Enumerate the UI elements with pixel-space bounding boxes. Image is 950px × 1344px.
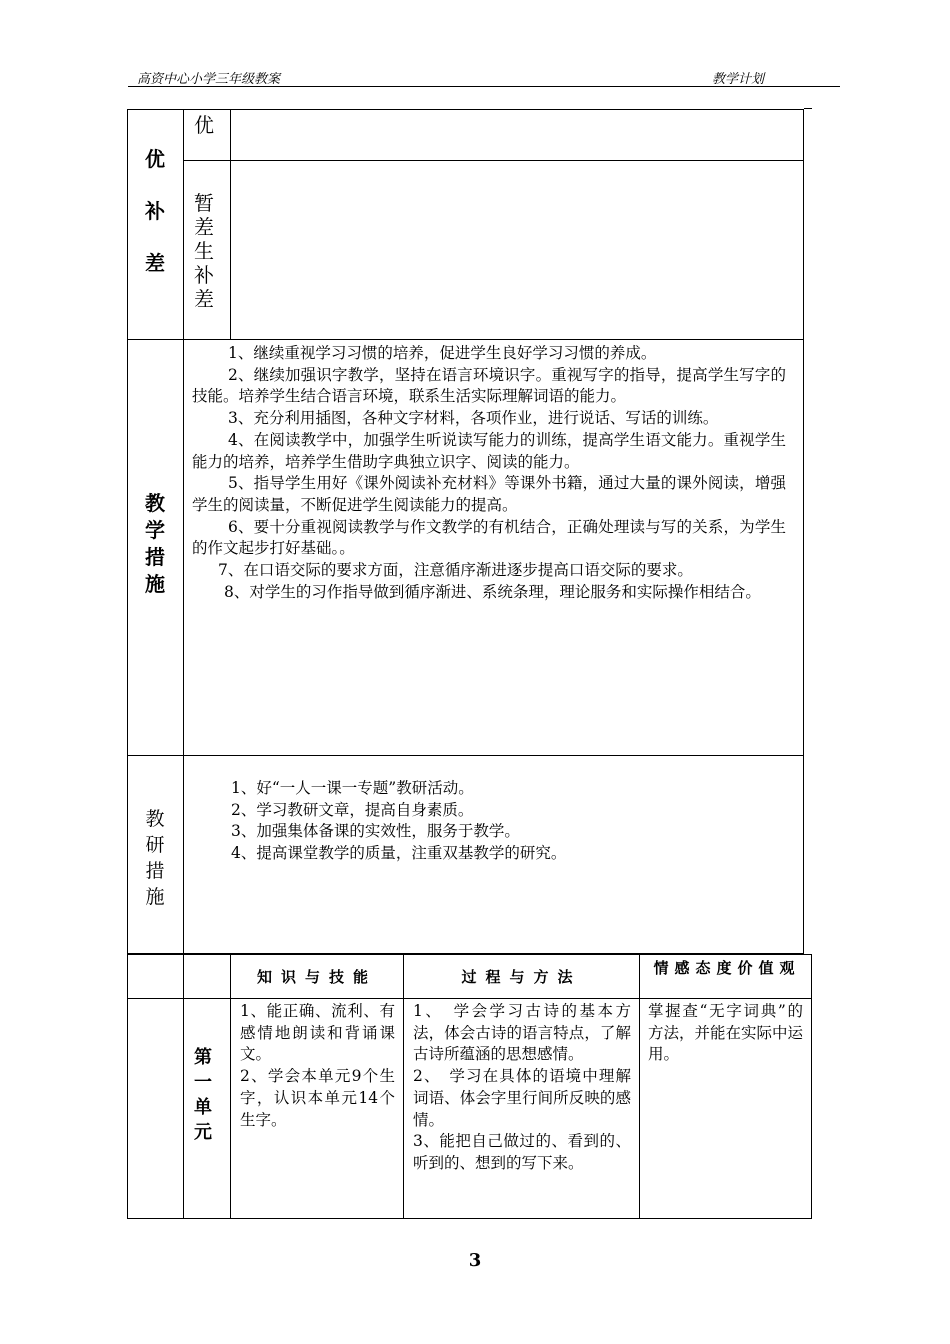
- zancha-label-char: 补: [194, 263, 214, 287]
- teaching-title-char: 学: [145, 518, 165, 542]
- unit-title-char: 元: [194, 1122, 212, 1143]
- header-tick-mark: [804, 108, 812, 109]
- youbu-title-char: 差: [145, 251, 165, 275]
- youbu-section-bottom: [127, 339, 804, 340]
- research-title-char: 措: [145, 860, 165, 882]
- research-title: [127, 806, 183, 910]
- teaching-item: 2、继续加强识字教学，坚持在语言环境识字。重视写字的指导，提高学生写字的技能。培养学生结合语言环境，联系生活实际理解词语的能力。: [192, 365, 786, 406]
- process-item: 1、 学会学习古诗的基本方法，体会古诗的语言特点，了解古诗所蕴涵的思想感情。: [413, 1002, 631, 1064]
- teaching-title-char: 措: [145, 545, 165, 569]
- unit-title-char: 单: [194, 1097, 212, 1118]
- process-item: 3、能把自己做过的、看到的、听到的、想到的写下来。: [413, 1132, 631, 1172]
- knowledge-cell: [240, 1001, 395, 1131]
- you-row-divider: [183, 160, 804, 161]
- youbu-inner-divider: [230, 109, 231, 339]
- emotion-cell: 掌握查“无字词典”的方法，并能在实际中运用。: [648, 1002, 804, 1064]
- teaching-title-char: 施: [145, 572, 165, 596]
- zancha-label-char: 差: [194, 287, 214, 311]
- zancha-label-char: 暂: [194, 191, 214, 215]
- research-title-char: 研: [145, 834, 165, 856]
- research-title-char: 教: [145, 808, 165, 830]
- research-title-char: 施: [145, 886, 165, 908]
- youbu-title: [127, 133, 183, 289]
- page-number: 3: [468, 1250, 482, 1271]
- teaching-section-bottom: [127, 755, 804, 756]
- knowledge-item: 1、能正确、流利、有感情地朗读和背诵课文。: [240, 1002, 395, 1064]
- left-column-divider: [183, 109, 184, 954]
- process-item: 2、 学习在具体的语境中理解词语、体会字里行间所反映的感情。: [413, 1067, 631, 1129]
- you-label: 优: [194, 113, 214, 137]
- goals-col-divider: [183, 954, 184, 1219]
- process-cell: [413, 1001, 631, 1175]
- research-content: [231, 778, 791, 865]
- unit-title-char: 一: [194, 1072, 212, 1093]
- header-section-title: 教学计划: [712, 72, 765, 87]
- teaching-item: 7、在口语交际的要求方面，注意循序渐进逐步提高口语交际的要求。: [218, 561, 693, 580]
- teaching-item: 6、要十分重视阅读教学与作文教学的有机结合，正确处理读与写的关系，为学生的作文起步打好基础。。: [192, 517, 786, 558]
- research-item: 3、加强集体备课的实效性，服务于教学。: [231, 822, 520, 841]
- header-process: 过程与方法: [461, 968, 582, 986]
- research-item: 4、提高课堂教学的质量，注重双基教学的研究。: [231, 844, 567, 863]
- header-emotion: 情感态度价值观: [653, 959, 801, 977]
- goals-col-divider: [230, 954, 231, 1219]
- unit-one-title: [185, 1045, 221, 1145]
- goals-col-divider: [403, 954, 404, 1219]
- teaching-title-char: 教: [145, 491, 165, 515]
- header-school-title: 高资中心小学三年级教案: [137, 72, 281, 87]
- youbu-title-char: 优: [145, 147, 165, 171]
- unit-title-char: 第: [194, 1047, 212, 1068]
- zancha-label-char: 差: [194, 215, 214, 239]
- teaching-item: 8、对学生的习作指导做到循序渐进、系统条理，理论服务和实际操作相结合。: [224, 582, 761, 601]
- teaching-item: 5、指导学生用好《课外阅读补充材料》等课外书籍，通过大量的课外阅读，增强学生的阅读量，不断促进学生阅读能力的提高。: [192, 474, 786, 514]
- goals-col-divider: [639, 954, 640, 1219]
- header-rule: [128, 86, 840, 87]
- zancha-label-char: 生: [194, 239, 214, 263]
- teaching-item: 4、在阅读教学中，加强学生听说读写能力的训练，提高学生语文能力。重视学生能力的培养，培养学生借助字典独立识字、阅读的能力。: [192, 430, 786, 471]
- teaching-item: 3、充分利用插图，各种文字材料，各项作业，进行说话、写话的训练。: [228, 409, 719, 428]
- header-knowledge: 知识与技能: [256, 968, 377, 986]
- research-item: 1、好“一人一课一专题”教研活动。: [231, 779, 474, 797]
- knowledge-item: 2、学会本单元9个生字，认识本单元14个生字。: [240, 1067, 395, 1129]
- teaching-title: [127, 490, 183, 598]
- teaching-content: [192, 343, 786, 603]
- youbu-title-char: 补: [145, 199, 165, 223]
- teaching-item: 1、继续重视学习习惯的培养，促进学生良好学习习惯的养成。: [228, 344, 657, 362]
- research-item: 2、学习教研文章，提高自身素质。: [231, 800, 474, 819]
- zancha-label: [189, 191, 219, 311]
- goals-header-divider: [127, 998, 812, 999]
